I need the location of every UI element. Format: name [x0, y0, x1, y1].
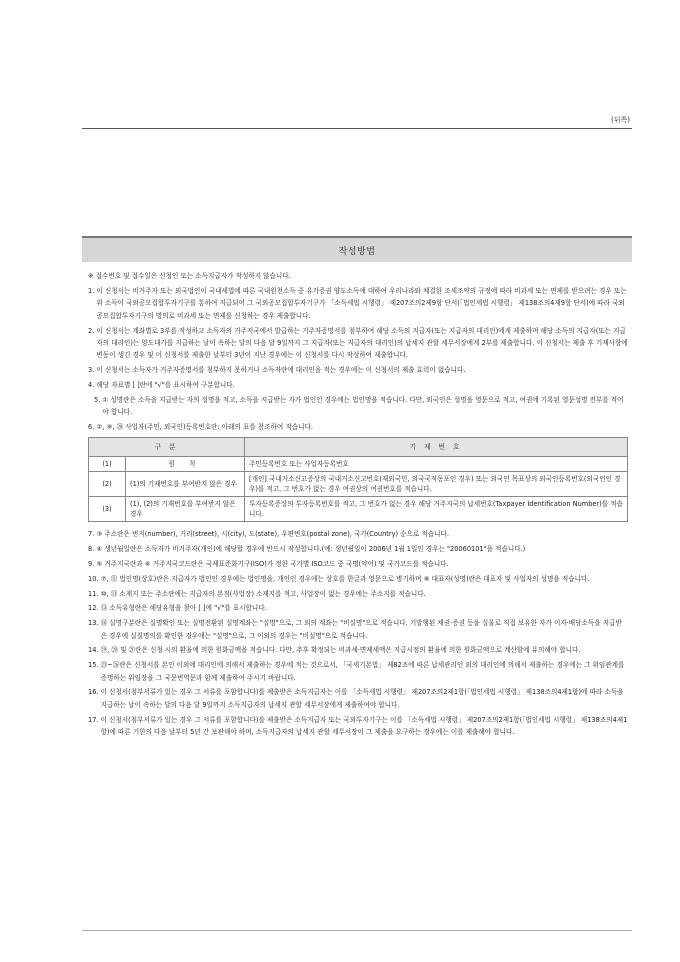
instruction-item: [88, 588, 628, 600]
instruction-item: [88, 394, 628, 419]
item-text: 이 신청서(첨부서류가 있는 경우 그 서류를 포함합니다)를 제출받은 소득지급자는 이를 「소득세법 시행령」 제207조의2제1항(「법인세법 시행령」 제138조의4제1항)에 따라 소득을 지급하는 날이 속하는 달의 다음 달 9일까지 소득지급자의 납세지 관할 세무서장에게 제출하여야 합니다.: [100, 688, 624, 709]
row-description: 투자등록증상의 투자등록번호를 적고, 그 번호가 없는 경우 해당 거주지국의 납세번호(Taxpayer Identification Number)를 적습니다.: [245, 497, 628, 522]
instruction-item: [88, 325, 628, 362]
table-header-category: 구 분: [89, 438, 245, 457]
item-number: 14.: [88, 646, 101, 655]
item-number: 6.: [88, 422, 97, 431]
table-header-row: [89, 438, 628, 457]
item-text: ㉓~㉖란은 신청서를 본인 이외에 대리인에 의해서 제출하는 경우에 적는 것으로서, 「국세기본법」 제82조에 따른 납세관리인 외의 대리인에 의해서 제출하는 경우에는 그 위임관계를 증명하는 위임장을 그 국문번역문과 함께 제출하여 주시기 바랍니다.: [100, 661, 625, 682]
row-category: (1)의 기재번호를 부여받지 않은 경우: [126, 472, 245, 497]
item-text: ④ 생년월일란은 소득자가 비거주자(개인)에 해당할 경우에 반드시 작성합니다.(예: 생년월일이 2006년 1월 1일인 경우는 "20060101"을 적습니다.): [96, 545, 526, 554]
item-number: 13.: [88, 619, 101, 628]
item-text: ③ 주소란은 번지(number), 거리(street), 시(city), 도(state), 우편번호(postal zone), 국가(Country) 순으로 적습니다.: [96, 530, 449, 539]
item-text: 이 신청서(첨부서류가 있는 경우 그 서류를 포함합니다)를 제출받은 소득지급자 또는 국외투자기구는 이를 「소득세법 시행령」 제207조의2제1항(「법인세법 시행령」 제138조의4제1항)에 따른 기한의 다음 날부터 5년 간 보관해야 하며, 소득지급자의 납세지 관할 세무서장이 그 제출을 요구하는 경우에는 이를 제출해야 합니다.: [100, 715, 628, 736]
instruction-item: [88, 285, 628, 322]
item-number: 7.: [88, 530, 97, 539]
table-header-number: 기 재 번 호: [245, 438, 628, 457]
item-number: 9.: [88, 559, 97, 568]
item-number: 15.: [88, 661, 101, 670]
row-number: (1): [89, 457, 126, 472]
instruction-item: [88, 364, 628, 376]
item-number: 16.: [88, 688, 101, 697]
row-number: (2): [89, 472, 126, 497]
item-text: ⑤ 거주지국란과 ⑥ 거주지국코드란은 국제표준화기구(ISO)가 정한 국가별 ISO코드 중 국명(약어) 및 국가코드를 적습니다.: [96, 559, 449, 568]
instruction-item: [88, 617, 628, 642]
item-number: 17.: [88, 715, 101, 724]
item-text: 이 신청서는 계좌별로 3부를 작성하고 소득자의 거주지국에서 발급하는 거주자증명서를 첨부하여 해당 소득의 지급자(또는 지급자의 대리인)에게 제출하며 해당 소득의 지급자(또는 지급자의 대리인)는 양도대가를 지급하는 날이 속하는 달의 다음 달 9일까지 그 지급자(또는 지급자의 대리인)의 납세지 관할 세무서장에게 2부를 제출합니다. 이 신청서는 제출 후 기재사항에 변동이 생긴 경우 및 이 신청서를 제출한 날부터 3년이 지난 경우에는 이 신청서를 다시 작성하여 제출합니다.: [96, 326, 628, 360]
back-page-label: (뒤쪽): [611, 116, 630, 124]
instruction-item: [88, 644, 628, 656]
instruction-item: [88, 602, 628, 614]
item-number: 8.: [88, 545, 97, 554]
item-number: 5.: [94, 395, 103, 404]
item-text: 이 신청서는 소득자가 거주자증명서를 첨부하지 못하거나 소득자란에 대리인을 적는 경우에는 이 신청서의 제출 효력이 없습니다.: [96, 366, 466, 375]
row-category: 원 칙: [126, 457, 245, 472]
item-text: ⑦, ⑪ 법인명(상호)란은 지급자가 법인인 경우에는 법인명을, 개인인 경우에는 상호를 한글과 영문으로 병기하며 ⑧ 대표자(성명)란은 대표자 및 사업자의 성명을 적습니다.: [100, 574, 590, 583]
row-number: (3): [89, 497, 126, 522]
row-description: [개인] 국내거소신고증상의 국내거소신고번호(재외국민, 외국국적동포인 경우) 또는 외국인 목표상의 외국인등록번호(외국인인 경우)를 적고, 그 번호가 없는 경우 여권상의 여권번호를 적습니다.: [245, 472, 628, 497]
item-number: 12.: [88, 604, 101, 613]
row-category: (1), (2)의 기재번호를 부여받지 않은 경우: [126, 497, 245, 522]
item-text: ⑯ 실명구분란은 실명확인 또는 실명전환된 실명계좌는 "실명"으로, 그 외의 계좌는 "비실명"으로 적습니다. 기발행된 채권·증권 등을 실물로 직접 보유한 자가 이자·배당소득을 지급받은 경우에 실질명의를 확인한 경우에는 "실명"으로, 그 이외의 경우는 "비실명"으로 적습니다.: [100, 619, 622, 640]
item-text: 해당 자료별 [ ]란에 "√"를 표시하여 구분합니다.: [96, 380, 235, 389]
section-title: 작성방법: [338, 246, 376, 257]
item-number: 3.: [88, 366, 97, 375]
instruction-item: [88, 528, 628, 540]
instructions-body: [88, 270, 628, 741]
item-number: 2.: [88, 326, 97, 335]
item-text: ⑲, ⑳ 및 ㉑란은 신청 시의 환율에 의한 원화금액을 적습니다. 다만, 추후 확정되는 비과세·면제세액은 지급시점의 환율에 의한 원화금액으로 계산함에 유의해야 합니다.: [100, 646, 581, 655]
item-text: ① 성명란은 소득을 지급받는 자의 성명을 적고, 소득을 지급받는 자가 법인인 경우에는 법인명을 적습니다. 다만, 외국인은 성명을 영문으로 적고, 여권에 기록된 영문성명 전부를 적어야 합니다.: [102, 395, 624, 417]
bottom-divider: [82, 930, 632, 931]
item-number: 1.: [88, 286, 97, 295]
top-divider: [82, 128, 632, 129]
table-row: [89, 457, 628, 472]
instruction-item: [88, 714, 628, 739]
instruction-item: [88, 543, 628, 555]
instruction-item: [88, 686, 628, 711]
instruction-item: [88, 659, 628, 684]
item-text: ⑩, ⑬ 소재지 또는 주소란에는 지급자의 본점(사업장) 소재지를 적고, 사업장이 없는 경우에는 주소지를 적습니다.: [100, 589, 426, 598]
instruction-item: [88, 573, 628, 585]
item-number: 10.: [88, 574, 101, 583]
item-text: 이 신청서는 비거주자 또는 외국법인이 국내세법에 따른 국내원천소득 중 유가증권 양도소득에 대하여 우리나라와 체결한 조세조약의 규정에 따라 비과세 또는 면제를 받으려는 경우 또는 위 소득이 국외공모집합투자기구를 통하여 지급되어 그 국외공모집합투자기구가 「소득세법 시행령」 제207조의2제9항 단서(「법인세법 시행령」 제138조의4제9항 단서)에 따라 국외공모집합투자기구의 명의로 비과세 또는 면제를 신청하는 경우 제출합니다.: [96, 286, 627, 320]
notice-line: ※ 접수번호 및 접수일은 신청인 또는 소득지급자가 작성하지 않습니다.: [88, 272, 291, 280]
item-number: 4.: [88, 380, 97, 389]
instruction-item: [88, 379, 628, 391]
item-number: 11.: [88, 589, 101, 598]
table-row: [89, 497, 628, 522]
item-text: ⑭ 소득유형란은 해당유형을 찾아 [ ]에 "√"를 표시합니다.: [100, 604, 267, 613]
item-text: ②, ⑨, ⑳ 사업자(주민, 외국인)등록번호란: 아래의 표를 참조하여 적습니다.: [96, 422, 313, 431]
row-description: 주민등록번호 또는 사업자등록번호: [245, 457, 628, 472]
instruction-item: [88, 421, 628, 433]
instruction-item: [88, 558, 628, 570]
table-row: [89, 472, 628, 497]
registration-number-table: [88, 437, 628, 522]
section-header: [82, 236, 632, 262]
